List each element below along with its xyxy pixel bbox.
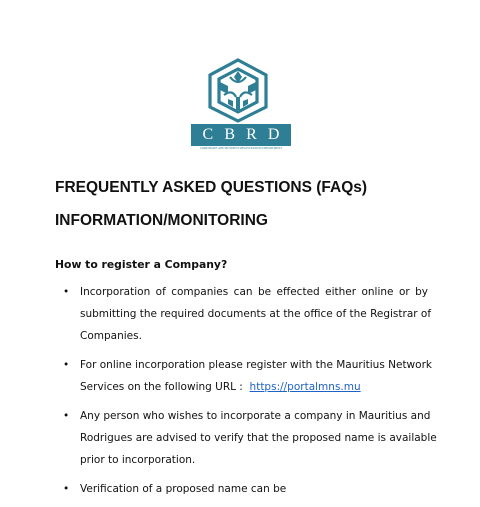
answer-line: Rodrigues are advised to verify that the proposed name is available <box>80 432 437 444</box>
bullet-icon: • <box>63 410 70 422</box>
logo-letter: D <box>267 126 280 143</box>
answer-line: Companies. <box>80 330 142 342</box>
answer-line-with-link <box>80 376 428 398</box>
answer-line: Any person who wishes to incorporate a company in Mauritius and <box>80 410 431 422</box>
list-item <box>0 281 432 347</box>
bullet-icon: • <box>63 483 70 495</box>
answer-line: submitting the required documents at the office of the Registrar of <box>80 308 432 320</box>
list-item <box>0 354 432 398</box>
cube-emblem-icon <box>206 57 270 123</box>
cbrd-logo <box>191 57 291 151</box>
list-item <box>0 405 437 471</box>
page-title: FREQUENTLY ASKED QUESTIONS (FAQs) <box>55 179 368 196</box>
answer-line: Services on the following URL : <box>80 381 243 393</box>
logo-letter: C <box>202 126 214 143</box>
section-title: INFORMATION/MONITORING <box>55 212 268 229</box>
list-item <box>0 478 428 500</box>
answer-line: Incorporation of companies can be effected either online or by <box>80 286 428 298</box>
logo-subtitle: CORPORATE AND BUSINESS REGISTRATION DEPARTMENT <box>199 146 283 150</box>
faq-answer-list <box>0 281 480 507</box>
portal-link[interactable]: https://portalmns.mu <box>249 381 361 393</box>
logo-letter: R <box>246 126 257 143</box>
answer-line: prior to incorporation. <box>80 454 196 466</box>
bullet-icon: • <box>63 286 70 298</box>
bullet-icon: • <box>63 359 70 371</box>
logo-letter: B <box>224 126 235 143</box>
faq-question: How to register a Company? <box>55 258 228 271</box>
answer-line: For online incorporation please register with the Mauritius Network <box>80 359 432 371</box>
logo-letter-band <box>191 124 291 146</box>
answer-line: Verification of a proposed name can be <box>80 483 287 495</box>
